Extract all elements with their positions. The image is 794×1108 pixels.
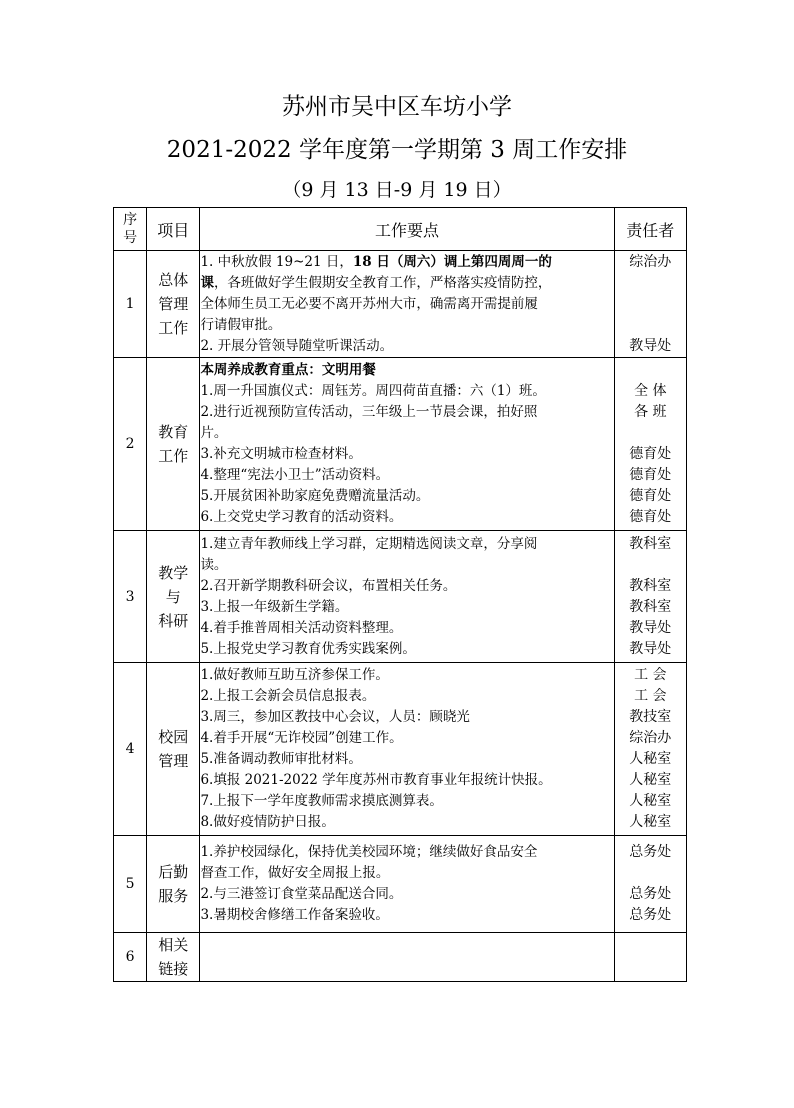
task-text: 行请假审批。 [200, 316, 282, 333]
row-tasks [200, 531, 614, 663]
owner-text [615, 360, 686, 381]
row-category [147, 251, 200, 358]
owner-text: 教导处 [629, 337, 672, 354]
task-line [200, 555, 613, 576]
task-line [200, 360, 613, 381]
category-text: 与 [165, 587, 181, 606]
task-text: 1.周一升国旗仪式：周钰芳。周四荷苗直播：六（1）班。 [200, 383, 546, 399]
owner-text: 人秘室 [629, 772, 672, 788]
category-text: 校园 [158, 728, 189, 746]
row-tasks [200, 933, 614, 982]
task-line [200, 402, 613, 423]
row-number: 3 [114, 531, 147, 663]
task-text: 全体师生员工无必要不离开苏州大市，确需离开需提前履 [200, 295, 538, 312]
task-line [200, 465, 613, 486]
task-line [200, 707, 613, 728]
owner-text: 工 会 [634, 667, 667, 683]
category-text: 总体 [158, 271, 189, 289]
task-line [200, 381, 613, 402]
owner-text: 总务处 [629, 886, 672, 902]
row-number: 4 [114, 663, 147, 836]
owner-text: 人秘室 [629, 793, 672, 809]
task-line [200, 597, 613, 618]
task-line [200, 576, 613, 597]
owner-text: 工 会 [634, 688, 667, 704]
owner-text: 各 班 [634, 404, 667, 420]
owner-text [615, 315, 686, 336]
task-line [200, 315, 613, 336]
task-line [200, 686, 613, 707]
task-text: 4.着手开展“无诈校园”创建工作。 [200, 730, 403, 746]
task-text: 3.暑期校舍修缮工作备案验收。 [200, 907, 389, 923]
task-line [200, 534, 613, 555]
task-text: 1.养护校园绿化，保持优美校园环境；继续做好食品安全 [200, 844, 538, 860]
task-text: 7.上报下一学年度教师需求摸底测算表。 [200, 793, 443, 809]
category-text: 后勤 [158, 863, 189, 881]
row-owners [614, 251, 686, 358]
task-text: 3.周三，参加区教技中心会议，人员：顾晓光 [200, 709, 470, 725]
task-text: ，各班做好学生假期安全教育工作，严格落实疫情防控， [213, 274, 552, 291]
task-text: 2. 开展分管领导随堂听课活动。 [200, 337, 394, 354]
task-text: 1. 中秋放假 19~21 日， [200, 253, 353, 270]
row-owners [614, 836, 686, 933]
row-category [147, 933, 200, 982]
header-owner: 责任者 [614, 208, 686, 251]
row-category [147, 531, 200, 663]
date-range: （9 月 13 日-9 月 19 日） [282, 179, 512, 201]
owner-text: 教科室 [629, 598, 672, 615]
row-category [147, 836, 200, 933]
task-text: 读。 [200, 556, 228, 573]
work-schedule-table [113, 207, 687, 982]
task-text: 2.进行近视预防宣传活动，三年级上一节晨会课，拍好照 [200, 404, 538, 420]
owner-text: 人秘室 [629, 751, 672, 767]
table-row [114, 251, 687, 358]
task-line [200, 905, 613, 926]
category-text: 工作 [158, 319, 189, 337]
task-line [200, 618, 613, 639]
schedule-subtitle: 2021-2022 学年度第一学期第 3 周工作安排 [166, 137, 628, 163]
table-row [114, 663, 687, 836]
task-line [200, 728, 613, 749]
task-line [200, 770, 613, 791]
task-emphasis: 课 [200, 274, 214, 291]
table-row [114, 358, 687, 531]
task-text: 2.召开新学期教科研会议，布置相关任务。 [200, 577, 457, 594]
task-emphasis: 18 日（周六）调上第四周周一的 [352, 253, 552, 270]
task-emphasis: 本周养成教育重点：文明用餐 [200, 362, 376, 378]
category-text: 管理 [158, 752, 189, 770]
task-text: 3.补充文明城市检查材料。 [200, 446, 362, 462]
row-number: 1 [114, 251, 147, 358]
owner-text [615, 555, 686, 576]
task-text: 5.上报党史学习教育优秀实践案例。 [200, 640, 416, 657]
task-text: 1.建立青年教师线上学习群，定期精选阅读文章，分享阅 [200, 535, 538, 552]
row-owners [614, 358, 686, 531]
task-text: 4.整理“宪法小卫士”活动资料。 [200, 467, 390, 483]
row-tasks [200, 358, 614, 531]
task-line [200, 336, 613, 357]
task-line [200, 639, 613, 660]
task-text: 1.做好教师互助互济参保工作。 [200, 667, 389, 683]
task-text: 5.准备调动教师审批材料。 [200, 751, 362, 767]
task-text: 4.着手推普周相关活动资料整理。 [200, 619, 403, 636]
owner-text: 教技室 [629, 709, 672, 725]
owner-text [615, 423, 686, 444]
category-text: 链接 [158, 960, 189, 978]
row-tasks [200, 663, 614, 836]
owner-text: 全 体 [634, 383, 667, 399]
owner-text [615, 273, 686, 294]
table-row [114, 836, 687, 933]
category-text: 工作 [158, 447, 189, 465]
task-text: 6.上交党史学习教育的活动资料。 [200, 509, 403, 525]
category-text: 相关 [158, 936, 189, 954]
row-tasks [200, 251, 614, 358]
task-text: 6.填报 2021-2022 学年度苏州市教育事业年报统计快报。 [200, 772, 552, 788]
category-text: 管理 [158, 295, 189, 313]
school-title: 苏州市吴中区车坊小学 [282, 94, 512, 120]
row-owners [614, 531, 686, 663]
table-header-row [114, 208, 687, 251]
table-row [114, 933, 687, 982]
row-number: 6 [114, 933, 147, 982]
row-number: 5 [114, 836, 147, 933]
header-item: 项目 [147, 208, 200, 251]
task-text: 3.上报一年级新生学籍。 [200, 598, 349, 615]
row-owners [614, 663, 686, 836]
owner-text: 教导处 [629, 640, 672, 657]
category-text: 科研 [158, 611, 189, 630]
task-line [200, 273, 613, 294]
owner-text: 综治办 [629, 253, 672, 270]
category-text: 服务 [158, 887, 189, 905]
task-text: 8.做好疫情防护日报。 [200, 814, 335, 830]
task-line [200, 749, 613, 770]
table-row [114, 531, 687, 663]
row-category [147, 358, 200, 531]
task-text: 2.上报工会新会员信息报表。 [200, 688, 376, 704]
owner-text: 教导处 [629, 619, 672, 636]
task-line [200, 486, 613, 507]
task-line [200, 791, 613, 812]
task-line [200, 812, 613, 833]
header-no: 序 号 [114, 208, 147, 251]
task-line [200, 884, 613, 905]
task-line [200, 252, 613, 273]
owner-text [615, 863, 686, 884]
owner-text: 德育处 [629, 467, 672, 483]
owner-text [615, 294, 686, 315]
owner-text: 总务处 [629, 907, 672, 923]
task-line [200, 294, 613, 315]
task-text: 5.开展贫困补助家庭免费赠流量活动。 [200, 488, 430, 504]
owner-text: 综治办 [629, 730, 672, 746]
task-line [200, 507, 613, 528]
task-text: 2.与三港签订食堂菜品配送合同。 [200, 886, 403, 902]
task-text: 片。 [200, 425, 228, 441]
task-line [200, 863, 613, 884]
header-task: 工作要点 [200, 208, 614, 251]
row-number: 2 [114, 358, 147, 531]
row-tasks [200, 836, 614, 933]
row-category [147, 663, 200, 836]
category-text: 教学 [158, 563, 189, 582]
task-line [200, 665, 613, 686]
task-line [200, 842, 613, 863]
task-line [200, 423, 613, 444]
owner-text: 总务处 [629, 844, 672, 860]
category-text: 教育 [158, 423, 189, 441]
owner-text: 教科室 [629, 535, 672, 552]
owner-text: 人秘室 [629, 814, 672, 830]
owner-text: 德育处 [629, 446, 672, 462]
owner-text: 德育处 [629, 509, 672, 525]
owner-text: 教科室 [629, 577, 672, 594]
task-line [200, 444, 613, 465]
task-text: 督查工作，做好安全周报上报。 [200, 865, 390, 881]
row-owners [614, 933, 686, 982]
owner-text: 德育处 [629, 488, 672, 504]
